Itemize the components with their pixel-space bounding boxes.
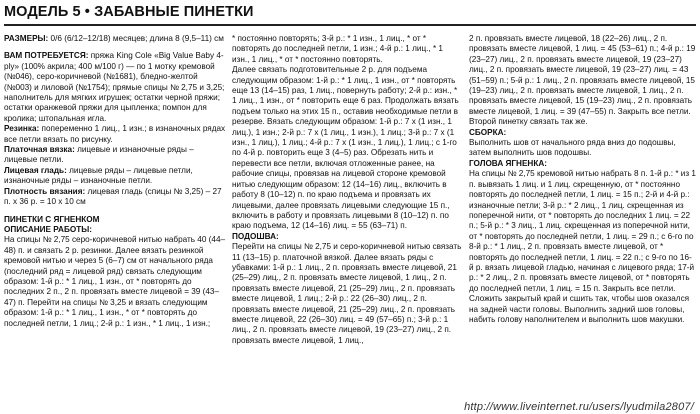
paragraph-text: лицевые и изнаночные ряды – лицевые петли. [4, 145, 194, 165]
paragraph [4, 235, 226, 329]
paragraph-text: попеременно 1 лиц., 1 изн.; в изнаночных рядах все петли вязать по рисунку. [4, 124, 226, 144]
paragraph [4, 51, 226, 124]
column-3 [469, 34, 696, 325]
paragraph-text: Выполнить шов от начального ряда вниз до подошвы, затем выполнить шов подошвы. [469, 138, 676, 158]
column-2 [232, 34, 462, 346]
section-heading: СБОРКА: [469, 127, 507, 137]
paragraph-text: 0/6 (6/12–12/18) месяцев; длина 8 (9,5–11) см [48, 34, 224, 43]
paragraph-text: лицевая гладь (спицы № 3,25) – 27 п. х 36 р. = 10 х 10 см [4, 186, 222, 207]
term-label: Плотность вязания: [4, 186, 86, 196]
paragraph [4, 145, 226, 166]
paragraph [232, 65, 462, 232]
page-title: МОДЕЛЬ 5 • ЗАБАВНЫЕ ПИНЕТКИ [4, 2, 696, 26]
paragraph-text: На спицы № 2,75 кремовой нитью набрать 8 п. 1-й р.: * из 1 п. вывязать 1 лиц. и 1 лиц. скрещенную, от * постоянно повторять до последней петли, 1 лиц. = 15 п.; 2-й и 4-й р.: изнаночные петли; 3-й р.: * 2 лиц., 1 лиц. скрещенная из поперечной нити, от * повторять до последних 1 лиц. = 22 п.; 5-й р.: * 3 лиц., 1 лиц. скрещенная из поперечной нити, от * повторять до последней петли, 1 лиц. = 29 п.; с 6-го по 8-й р.: * 1 лиц., 2 п. провязать вместе лицевой, от * повторять до последней петли, 1 лиц. = 22 п.; с 9-го по 16-й р. вязать лицевой гладью, начиная с лицевого ряда; 17-й р.: * 2 лиц., 2 п. провязать вместе лицевой, от * повторять до последней петли, 1 лиц. = 15 п. Закрыть все петли. Сложить закрытый край и сшить так, чтобы шов оказался на задней части головы. Выполнить задний шов головы, набить голову наполнителем и выполнить шов макушки. [469, 169, 696, 324]
paragraph [4, 34, 226, 44]
paragraph-text: * постоянно повторять; 3-й р.: * 1 изн., 1 лиц., * от * повторять до последней петли, 1 изн.; 4-й р.: 1 лиц., * 1 изн., 1 лиц., * от * постоянно повторять. [232, 34, 443, 64]
paragraph [4, 166, 226, 187]
section-heading: ОПИСАНИЕ РАБОТЫ: [4, 224, 92, 234]
paragraph-text: лицевые ряды – лицевые петли, изнаночные ряды – изнаночные петли. [4, 165, 193, 186]
paragraph [232, 34, 462, 65]
section-heading: ПИНЕТКИ С ЯГНЕНКОМ [4, 214, 100, 224]
paragraph [469, 138, 696, 159]
paragraph [4, 187, 226, 208]
paragraph-gap [4, 44, 226, 51]
paragraph-text: Далее связать подготовительные 2 р. для подъема следующим образом: 1-й р.: * 1 лиц., 1 изн., от * повторять еще 13 (14–15) раз, 1 лиц., повернуть работу; 2-й р.: изн., * 1 лиц., 1 изн., от * повторить еще 6 раз. Продолжать вязать подъем только на этих 15 п., оставив необходимые петли в резерве. Вязать следующим образом: 1-й р.: 7 х (1 изн., 1 лиц.), 1 изн.; 2-й р.: 7 х (1 лиц., 1 изн.), 1 лиц.; 3-й р.: 7 х (1 изн., 1 лиц.), 1 лиц.; 4-й р.: 7 х (1 изн., 1 лиц.), 1 лиц.; с 1-го по 4-й р. повторить еще 3 (4–5) раз. Обрезать нить и перевести все петли, включая отложенные ранее, на рабочие спицы, провязав на лицевой стороне кремовой нитью следующим образом: 12 (14–16) лиц., включить в работу 8 (10–12) п. по краю подъема и провязать их лицевыми, далее провязать лицевыми следующие 15 п., включить в работу и провязать лицевыми 8 (10–12) п. по краю подъема, 12 (14–16) лиц. = 55 (63–71) п. [232, 65, 459, 231]
section-heading: ГОЛОВА ЯГНЕНКА: [469, 158, 547, 168]
paragraph [232, 242, 462, 346]
term-label: Платочная вязка: [4, 145, 75, 155]
section-heading: ПОДОШВА: [232, 231, 279, 241]
paragraph-text: Перейти на спицы № 2,75 и серо-коричневой нитью связать 11 (13–15) р. платочной вязкой. Далее вязать ряды с убавками: 1-й р.: 1 лиц., 2 п. провязать вместе лицевой, 21 (25–29) лиц., 2 п. провязать вместе лицевой, 1 лиц., 2 п. провязать вместе лицевой, 21 (25–29) лиц., 2 п. провязать вместе лицевой, 1 лиц.; 2-й р.: 22 (26–30) лиц., 2 п. провязать вместе лицевой, 21 (25–29) лиц., 2 п. провязать вместе лицевой, 22 (26–30) лиц. = 49 (57–65) п.; 3-й р.: 1 лиц., 2 п. провязать вместе лицевой, 19 (23–27) лиц., 2 п. провязать вместе лицевой, 1 лиц., [232, 242, 462, 345]
term-label: РАЗМЕРЫ: [4, 34, 49, 43]
paragraph-text: 2 п. провязать вместе лицевой, 18 (22–26) лиц., 2 п. провязать вместе лицевой, 1 лиц. = 45 (53–61) п.; 4-й р.: 19 (23–27) лиц., 2 п. провязать вместе лицевой, 19 (23–27) лиц., 2 п. провязать вместе лицевой, 19 (23–27) лиц. = 43 (51–59) п.; 5-й р.: 1 лиц., 2 п. провязать вместе лицевой, 15 (19–23) лиц., 2 п. провязать вместе лицевой, 1 лиц., 2 п. провязать вместе лицевой, 15 (19–23) лиц., 2 п. провязать вместе лицевой, 1 лиц. = 39 (47–55) п. Закрыть все петли. Второй пинетку связать так же. [469, 34, 696, 127]
term-label: ВАМ ПОТРЕБУЕТСЯ: [4, 51, 89, 61]
paragraph-text: На спицы № 2,75 серо-коричневой нитью набрать 40 (44–48) п. и связать 2 р. резинки. Далее вязать резинкой кремовой нитью и через 5 (6–7) см от начального ряда (последний ряд = лицевой ряд) связать следующим образом: 1-й р.: * 1 лиц., 1 изн., от * повторять до последних 2 п., 2 п. провязать вместе лицевой = 39 (43–47) п. Перейти на спицы № 3,25 и вязать следующим образом: 1-й р.: * 1 лиц., 1 изн., * от * повторять до последней петли, 1 лиц.; 2-й р.: 1 изн., * 1 лиц., 1 изн.; [4, 235, 226, 328]
term-label: Лицевая гладь: [4, 165, 67, 175]
term-label: Резинка: [4, 124, 40, 134]
paragraph [4, 124, 226, 145]
paragraph-gap [4, 208, 226, 215]
column-1 [4, 34, 226, 329]
paragraph [469, 34, 696, 128]
paragraph-text: пряжа King Cole «Big Value Baby 4-ply» (100% акрила; 400 м/100 г) — по 1 мотку кремовой (№046), серо-коричневой (№1681), бледно-желтой (№003) и лиловой (№1754); прямые спицы № 2,75 и 3,25; наполнитель для мягких игрушек; остатки черной пряжи; остатки оранжевой пряжи для цыпленка; помпон для кролика; штопальная игла. [4, 51, 225, 123]
watermark-url[interactable]: http://www.liveinternet.ru/users/lyudmila2807/ [464, 401, 694, 413]
paragraph [469, 169, 696, 325]
